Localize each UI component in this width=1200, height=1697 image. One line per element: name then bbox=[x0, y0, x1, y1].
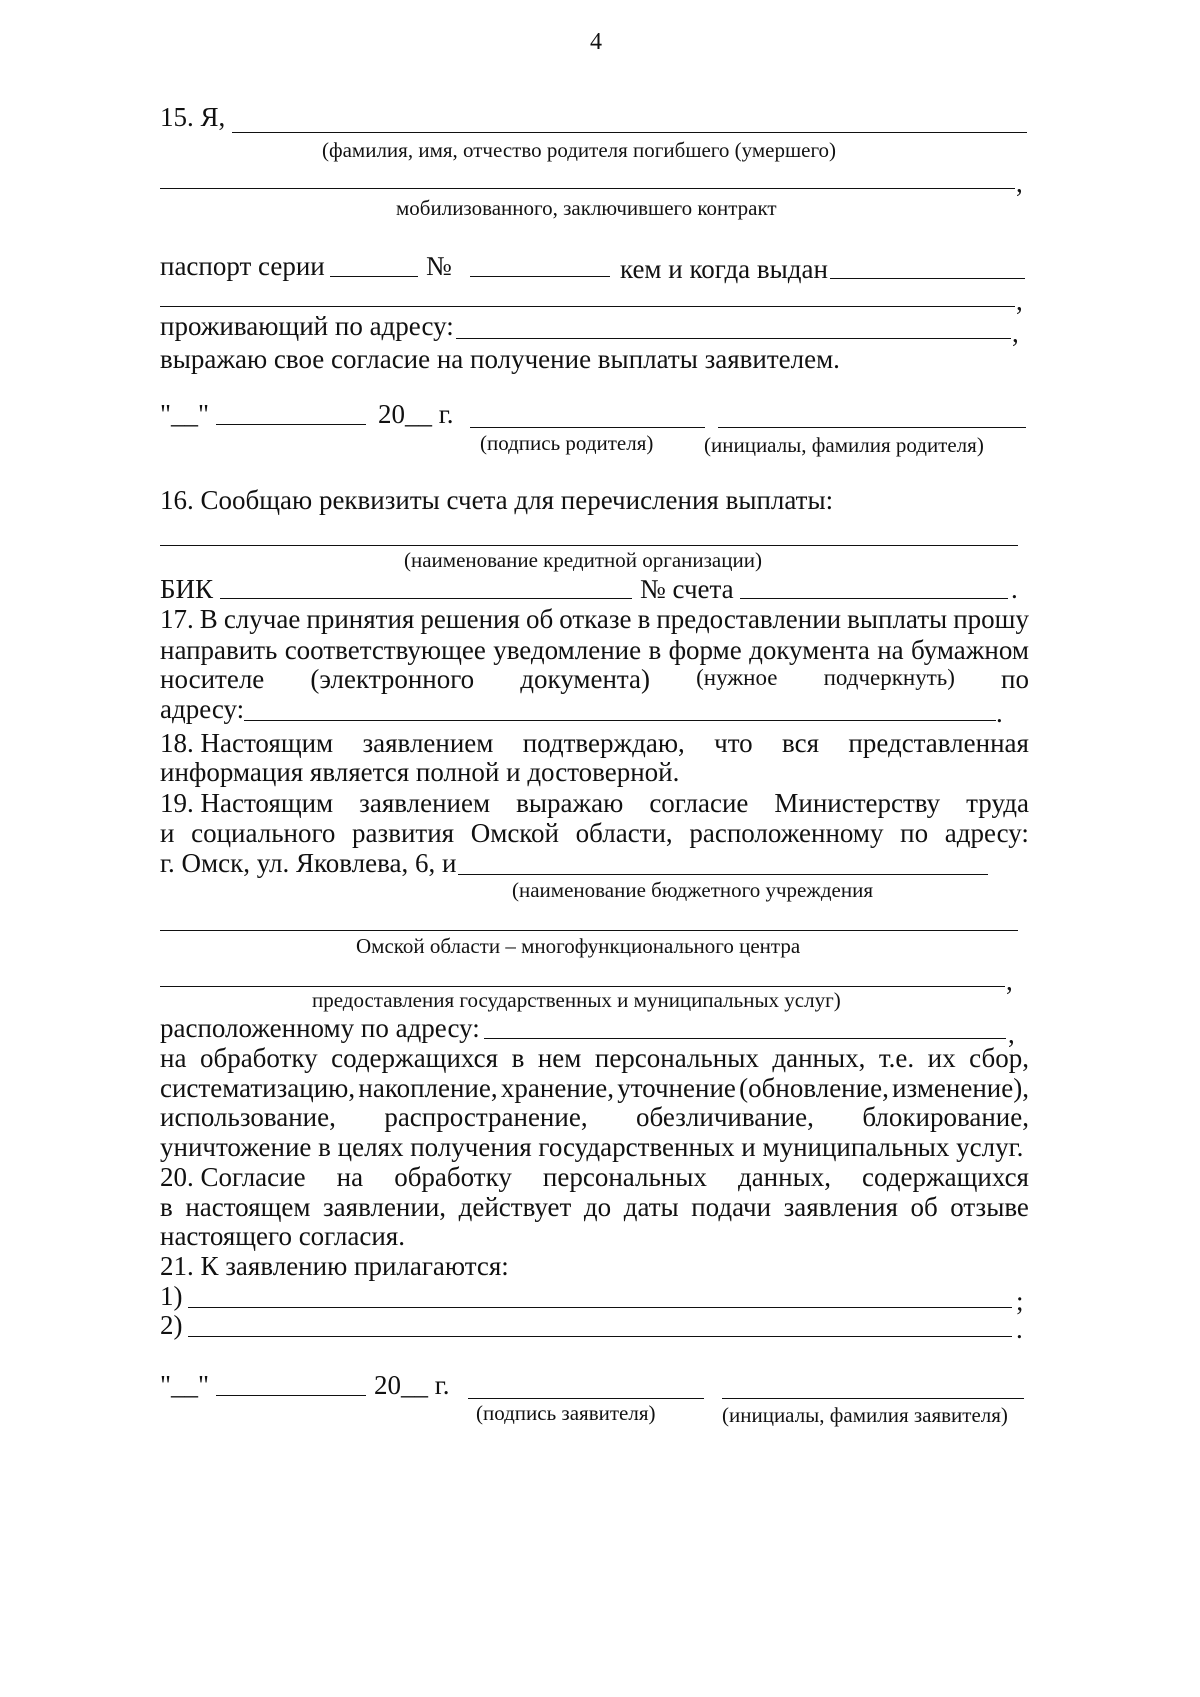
s15-number-sign: № bbox=[426, 251, 452, 281]
s19-para-line-3: использование, распространение, обезличивание, блокирование, bbox=[160, 1102, 1029, 1132]
s15-consent: выражаю свое согласие на получение выплаты заявителем. bbox=[160, 344, 840, 374]
s20-line-3: настоящего согласия. bbox=[160, 1221, 405, 1251]
s19-comma2: , bbox=[1008, 1019, 1015, 1049]
s19-para-line-1: на обработку содержащихся в нем персональных данных, т.е. их сбор, bbox=[160, 1043, 1029, 1073]
s15-issued-line[interactable] bbox=[830, 278, 1025, 279]
s19-para-line-4: уничтожение в целях получения государственных и муниципальных услуг. bbox=[160, 1132, 1024, 1162]
s16-bank-line[interactable] bbox=[160, 545, 1018, 546]
s15-ya: 15. Я, bbox=[160, 102, 226, 132]
s15-residing: проживающий по адресу: bbox=[160, 311, 454, 341]
s15-caption-initials: (инициалы, фамилия родителя) bbox=[704, 433, 984, 457]
s18-line-1: 18. Настоящим заявлением подтверждаю, что вся представленная bbox=[160, 728, 1029, 758]
s16-title: 16. Сообщаю реквизиты счета для перечисления выплаты: bbox=[160, 485, 834, 515]
s16-bik: БИК bbox=[160, 574, 214, 604]
s16-period: . bbox=[1011, 574, 1018, 604]
s21-item-2-line[interactable] bbox=[188, 1336, 1012, 1337]
s19-located: расположенному по адресу: bbox=[160, 1013, 480, 1043]
s15-initials-line[interactable] bbox=[718, 427, 1026, 428]
s15-issued-line-2[interactable] bbox=[160, 306, 1015, 307]
s15-caption-signature: (подпись родителя) bbox=[480, 431, 654, 455]
s19-institution-line-2[interactable] bbox=[160, 930, 1018, 931]
s15-date-month-line[interactable] bbox=[216, 424, 366, 425]
s21-item-2-label: 2) bbox=[160, 1310, 183, 1340]
s15-name-line[interactable] bbox=[232, 132, 1027, 133]
s18-line-2: информация является полной и достоверной. bbox=[160, 757, 680, 787]
s21-caption-initials: (инициалы, фамилия заявителя) bbox=[722, 1403, 1008, 1427]
s19-comma: , bbox=[1006, 966, 1013, 996]
s21-item-1-line[interactable] bbox=[188, 1307, 1012, 1308]
s15-address-line[interactable] bbox=[456, 338, 1011, 339]
s16-bik-line[interactable] bbox=[220, 598, 632, 599]
s17-line-1: 17. В случае принятия решения об отказе в предоставлении выплаты прошу bbox=[160, 604, 1029, 634]
s19-line-1: 19. Настоящим заявлением выражаю согласие Министерству труда bbox=[160, 788, 1029, 818]
s15-comma2: , bbox=[1016, 286, 1023, 316]
s17-line-2: направить соответствующее уведомление в форме документа на бумажном bbox=[160, 635, 1029, 665]
s20-line-2: в настоящем заявлении, действует до даты подачи заявления об отзыве bbox=[160, 1192, 1029, 1222]
s15-date-day: "__" bbox=[160, 399, 210, 429]
page-number: 4 bbox=[590, 29, 602, 55]
s15-caption-parent: (фамилия, имя, отчество родителя погибшего (умершего) bbox=[322, 138, 837, 162]
s17-address-line[interactable] bbox=[244, 720, 996, 721]
s19-institution-line[interactable] bbox=[458, 874, 988, 875]
s20-line-1: 20. Согласие на обработку персональных данных, содержащихся bbox=[160, 1162, 1029, 1192]
s16-account-line[interactable] bbox=[740, 598, 1008, 599]
s15-series-line[interactable] bbox=[330, 276, 418, 277]
s21-period: . bbox=[1016, 1314, 1023, 1344]
s21-initials-line[interactable] bbox=[722, 1398, 1024, 1399]
s19-line-3: г. Омск, ул. Яковлева, 6, и bbox=[160, 848, 457, 878]
s19-para-line-2: систематизацию, накопление, хранение, уточнение (обновление, изменение), bbox=[160, 1073, 1029, 1103]
s21-date-year: 20__ г. bbox=[374, 1370, 450, 1400]
s21-item-1-label: 1) bbox=[160, 1281, 183, 1311]
s15-date-year: 20__ г. bbox=[378, 399, 454, 429]
s21-caption-signature: (подпись заявителя) bbox=[476, 1401, 656, 1425]
s15-caption-mobilized: мобилизованного, заключившего контракт bbox=[396, 196, 777, 220]
s19-caption-services: предоставления государственных и муниципальных услуг) bbox=[312, 988, 841, 1012]
s16-account-label: № счета bbox=[640, 574, 734, 604]
s15-comma1: , bbox=[1016, 168, 1023, 198]
s15-signature-line[interactable] bbox=[470, 427, 705, 428]
s19-caption-budget: (наименование бюджетного учреждения bbox=[512, 878, 873, 902]
s21-signature-line[interactable] bbox=[468, 1398, 704, 1399]
s19-institution-line-3[interactable] bbox=[160, 986, 1005, 987]
s15-name-line-2[interactable] bbox=[160, 188, 1015, 189]
s19-located-line[interactable] bbox=[484, 1038, 1006, 1039]
s21-title: 21. К заявлению прилагаются: bbox=[160, 1251, 509, 1281]
s17-line-3: носителе (электронного документа) (нужное подчеркнуть) по bbox=[160, 664, 1029, 694]
s19-caption-omsk: Омской области – многофункционального центра bbox=[356, 934, 801, 958]
s15-number-line[interactable] bbox=[470, 276, 610, 277]
s21-semicolon: ; bbox=[1016, 1286, 1024, 1316]
s16-caption-bank: (наименование кредитной организации) bbox=[404, 548, 762, 572]
s15-comma3: , bbox=[1012, 318, 1019, 348]
s17-period: . bbox=[996, 698, 1003, 728]
s17-address-label: адресу: bbox=[160, 694, 245, 724]
s15-issued-by: кем и когда выдан bbox=[620, 254, 828, 284]
s19-line-2: и социального развития Омской области, расположенному по адресу: bbox=[160, 818, 1029, 848]
s21-date-day: "__" bbox=[160, 1370, 210, 1400]
s15-passport-series: паспорт серии bbox=[160, 251, 325, 281]
s21-date-month-line[interactable] bbox=[216, 1395, 366, 1396]
